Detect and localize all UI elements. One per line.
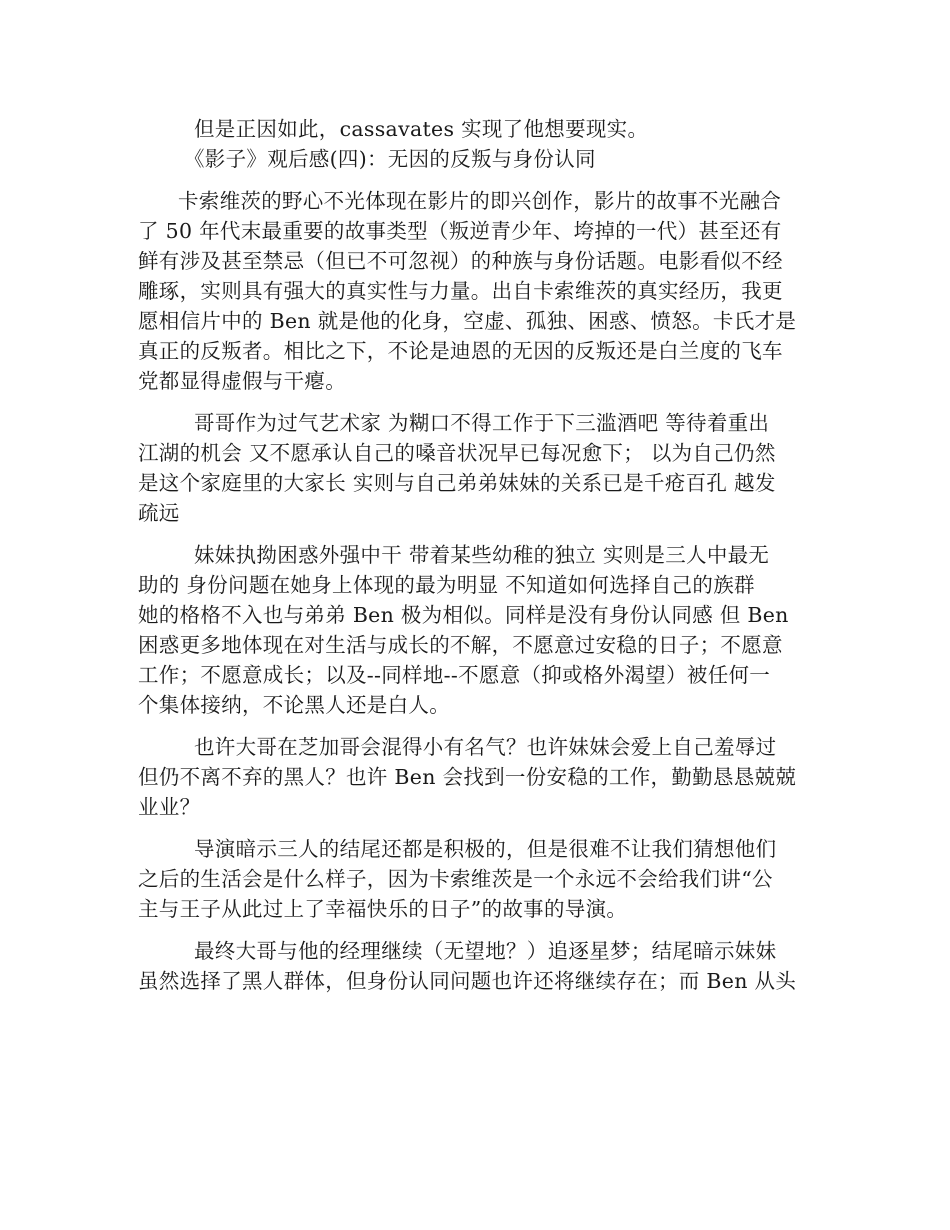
text-line: 业业？ <box>138 795 201 819</box>
text-line: 了 50 年代末最重要的故事类型（叛逆青少年、垮掉的一代）甚至还有 <box>138 219 782 243</box>
text-line: 困惑更多地体现在对生活与成长的不解，不愿意过安稳的日子；不愿意 <box>138 633 783 657</box>
text-line: 助的 身份问题在她身上体现的最为明显 不知道如何选择自己的族群 <box>138 573 755 597</box>
text-line: 但是正因如此，cassavates 实现了他想要现实。 <box>194 117 649 141</box>
text-line: 是这个家庭里的大家长 实则与自己弟弟妹妹的关系已是千疮百孔 越发 <box>138 471 776 495</box>
text-line: 虽然选择了黑人群体，但身份认同问题也许还将继续存在；而 Ben 从头 <box>138 969 797 993</box>
text-line: 工作；不愿意成长；以及--同样地--不愿意（抑或格外渴望）被任何一 <box>138 663 771 687</box>
document-page <box>138 114 814 996</box>
text-line: 个集体接纳，不论黑人还是白人。 <box>138 693 450 717</box>
text-line: 导演暗示三人的结尾还都是积极的，但是很难不让我们猜想他们 <box>194 837 777 861</box>
text-line: 最终大哥与他的经理继续（无望地？）追逐星梦；结尾暗示妹妹 <box>194 939 777 963</box>
text-line: 也许大哥在芝加哥会混得小有名气？也许妹妹会爱上自己羞辱过 <box>194 735 777 759</box>
text-line: 党都显得虚假与干瘪。 <box>138 369 346 393</box>
text-line: 卡索维茨的野心不光体现在影片的即兴创作，影片的故事不光融合 <box>178 189 782 213</box>
text-line: 哥哥作为过气艺术家 为糊口不得工作于下三滥酒吧 等待着重出 <box>194 411 770 435</box>
text-line: 妹妹执拗困惑外强中干 带着某些幼稚的独立 实则是三人中最无 <box>194 543 770 567</box>
text-line: 真正的反叛者。相比之下，不论是迪恩的无因的反叛还是白兰度的飞车 <box>138 339 783 363</box>
text-line: 鲜有涉及甚至禁忌（但已不可忽视）的种族与身份话题。电影看似不经 <box>138 249 783 273</box>
text-line: 她的格格不入也与弟弟 Ben 极为相似。同样是没有身份认同感 但 Ben <box>138 603 789 627</box>
text-line: 主与王子从此过上了幸福快乐的日子”的故事的导演。 <box>138 897 628 921</box>
text-line: 疏远 <box>138 501 180 525</box>
text-line: 江湖的机会 又不愿承认自己的嗓音状况早已每况愈下； 以为自己仍然 <box>138 441 776 465</box>
text-line: 愿相信片中的 Ben 就是他的化身，空虚、孤独、困惑、愤怒。卡氏才是 <box>138 309 797 333</box>
text-line: 但仍不离不弃的黑人？也许 Ben 会找到一份安稳的工作，勤勤恳恳兢兢 <box>138 765 797 789</box>
section-title: 《影子》观后感(四)：无因的反叛与身份认同 <box>184 147 596 171</box>
text-line: 雕琢，实则具有强大的真实性与力量。出自卡索维茨的真实经历，我更 <box>138 279 783 303</box>
text-line: 之后的生活会是什么样子，因为卡索维茨是一个永远不会给我们讲“公 <box>138 867 773 891</box>
